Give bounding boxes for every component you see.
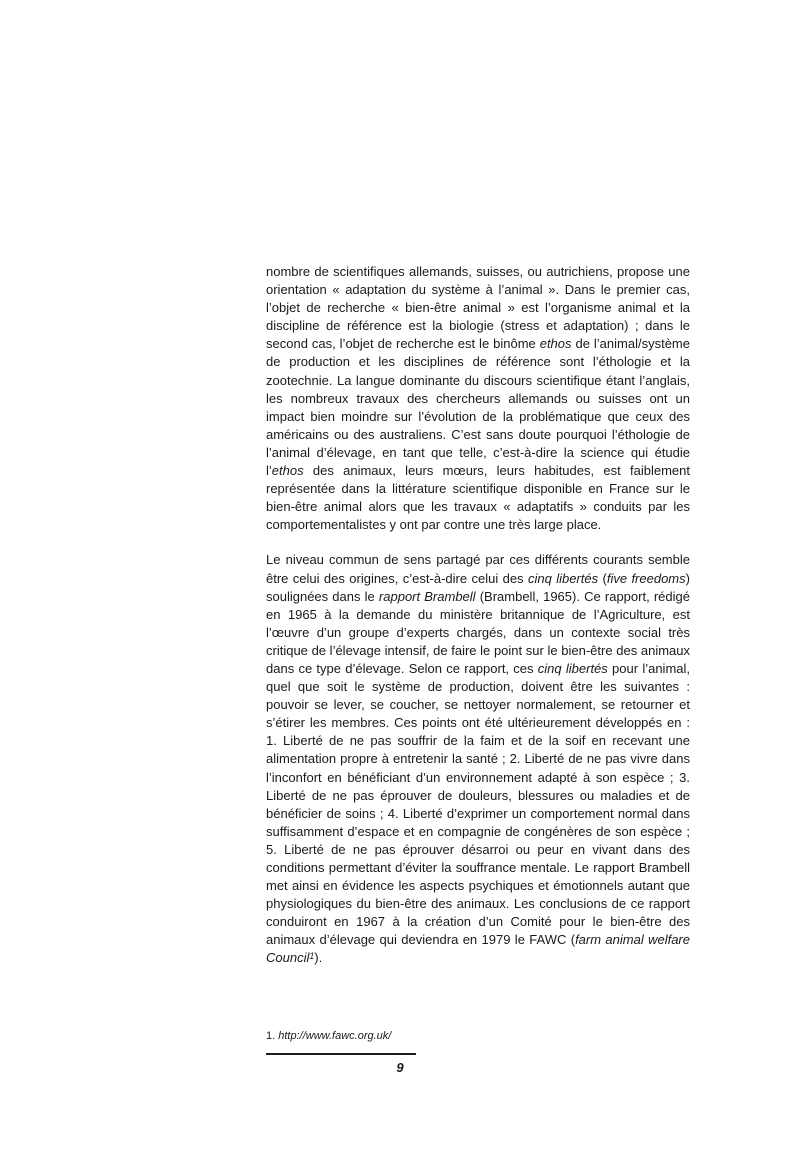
text-run: 1. [266,1030,279,1042]
page-number: 9 [396,1060,404,1075]
paragraph-2 [266,551,690,968]
text-run: (Brambell, 1965). Ce rapport, rédigé en 1965 à la demande du ministère britannique de l’Agriculture, est l’œuvre d’un groupe d’experts chargés, dans un contexte social très critique de l’élevage intensif, de faire le point sur le bien-être des animaux dans ce type d’élevage. Selon ce rapport, ces [266,588,690,676]
text-run: des animaux, leurs mœurs, leurs habitudes, est faiblement représentée dans la littérature scientifique disponible en France sur le bien-être animal alors que les travaux « adaptatifs » conduits par les comportementalistes y ont par contre une très large place. [266,463,690,533]
text-run: nombre de scientifiques allemands, suisses, ou autrichiens, propose une orientation « adaptation du système à l’animal ». Dans le premier cas, l’objet de recherche « bien-être animal » est l’organisme animal et la discipline de référence est la biologie (stress et adaptation) ; dans le second cas, l’objet de recherche est le binôme [266,264,690,352]
paragraph-1 [266,263,690,534]
text-run: cinq libertés [527,570,599,586]
text-run: farm animal welfare Council [266,932,690,966]
footnote [266,1029,690,1043]
text-run: 1 [309,950,315,961]
text-run: ( [598,570,607,586]
text-run: ethos [539,336,572,352]
text-run: de l’animal/système de production et les disciplines de référence sont l’éthologie et la zootechnie. La langue dominante du discours scientifique étant l’anglais, les nombreux travaux des chercheurs allemands ou suisses ont un impact bien moindre sur l’évolution de la problématique que ceux des américains ou des australiens. C’est sans doute pourquoi l’éthologie de l’animal d’élevage, en tant que telle, c’est-à-dire la science qui étudie l’ [266,336,690,479]
text-run: cinq libertés [537,660,608,676]
text-run: ) soulignées dans le [266,570,690,604]
footnote-divider [266,1053,416,1055]
text-block [266,263,690,969]
text-run: five freedoms [606,570,686,586]
text-run: http://www.fawc.org.uk/ [278,1030,392,1042]
text-run: ethos [271,463,304,479]
text-run: pour l’animal, quel que soit le système de production, doivent être les suivantes : pouvoir se lever, se coucher, se nettoyer normalement, se retourner et s’étirer les membres. Ces points ont été ultérieurement développés en : 1. Liberté de ne pas souffrir de la faim et de la soif en recevant une alimentation propre à entretenir la santé ; 2. Liberté de ne pas vivre dans l’inconfort en bénéficiant d’un environnement adapté à son espèce ; 3. Liberté de ne pas éprouver de douleurs, blessures ou maladies et de bénéficier de soins ; 4. Liberté d’exprimer un comportement normal dans suffisamment d’espace et en compagnie de congénères de son espèce ; 5. Liberté de ne pas éprouver désarroi ou peur en vivant dans des conditions permettant d’éviter la souffrance mentale. Le rapport Brambell met ainsi en évidence les aspects psychiques et émotionnels autant que physiologiques du bien-être des animaux. Les conclusions de ce rapport conduiront en 1967 à la création d’un Comité pour le bien-être des animaux d’élevage qui deviendra en 1979 le FAWC ( [266,660,690,948]
text-run: Le niveau commun de sens partagé par ces différents courants semble être celui des origines, c’est-à-dire celui des [266,552,690,586]
text-run: rapport Brambell [378,588,476,604]
text-run: ). [314,950,323,966]
footnote-block [266,1029,690,1055]
